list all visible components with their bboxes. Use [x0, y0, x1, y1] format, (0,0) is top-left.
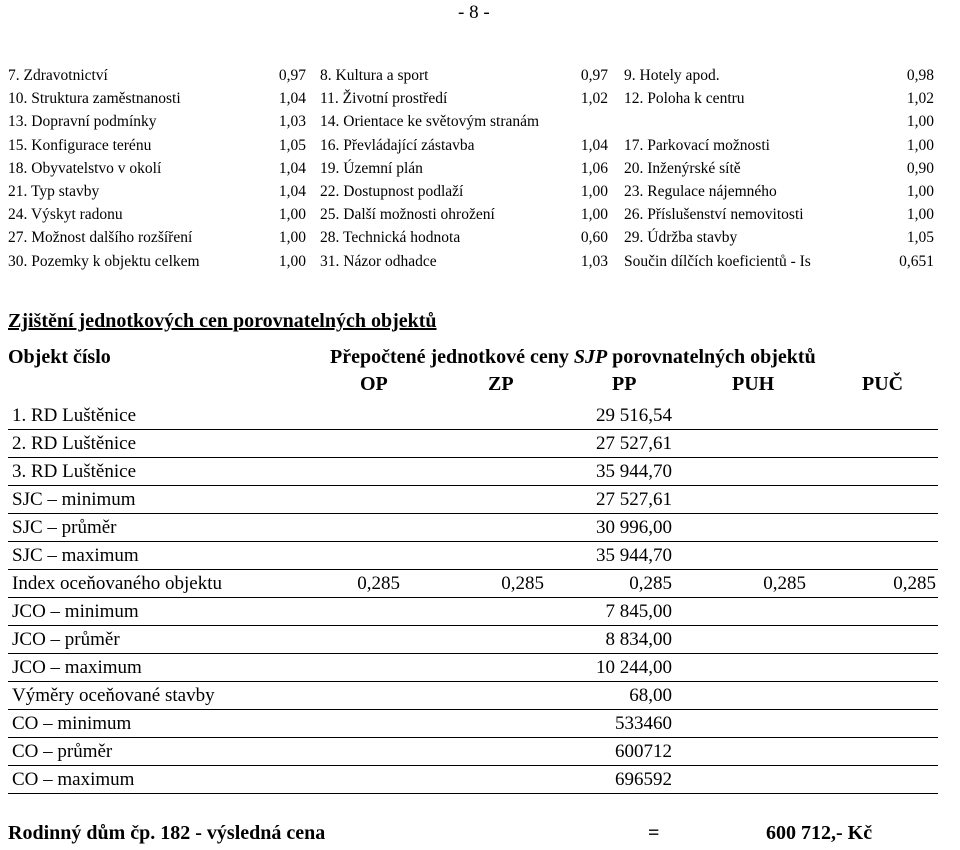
coefficient-label: 28. Technická hodnota [320, 229, 461, 247]
table-row [8, 570, 938, 598]
coefficient-value: 0,98 [906, 67, 934, 84]
coefficient-value: 0,90 [906, 159, 934, 177]
results-table [8, 402, 938, 794]
row-label: 2. RD Luštěnice [12, 433, 137, 454]
coefficient-value: 1,02 [906, 90, 934, 108]
index-value-puc: 0,285 [893, 573, 936, 594]
row-label: JCO – maximum [12, 657, 142, 678]
coefficient-value: 0,97 [580, 67, 608, 84]
pp-value: 68,00 [629, 685, 672, 706]
table-row [8, 542, 938, 570]
coefficient-label: 30. Pozemky k objektu celkem [8, 252, 200, 270]
coefficient-label: 23. Regulace nájemného [624, 183, 777, 200]
final-label: Rodinný dům čp. 182 - výsledná cena [8, 822, 326, 844]
row-label: Index oceňovaného objektu [12, 573, 222, 594]
pp-value: 533460 [615, 713, 672, 734]
table-row [8, 710, 938, 738]
pp-value: 30 996,00 [596, 517, 672, 538]
coefficient-value: 1,04 [278, 90, 306, 108]
coefficient-label: 16. Převládající zástavba [320, 136, 475, 154]
pp-value: 696592 [615, 769, 672, 790]
coefficient-label: 9. Hotely apod. [624, 67, 720, 84]
pp-value: 8 834,00 [605, 629, 672, 650]
coefficient-label: 20. Inženýrské sítě [624, 159, 741, 177]
coefficient-value: 1,06 [580, 159, 608, 177]
coefficient-value: 0,97 [278, 67, 306, 84]
row-label: SJC – maximum [12, 545, 139, 566]
row-label: 1. RD Luštěnice [12, 405, 137, 426]
coefficient-label: 24. Výskyt radonu [8, 206, 123, 224]
pp-value: 7 845,00 [605, 601, 672, 622]
final-equals: = [648, 822, 660, 844]
coefficient-label: 22. Dostupnost podlaží [320, 183, 464, 200]
row-label: 3. RD Luštěnice [12, 461, 137, 482]
coefficient-value: 1,00 [278, 229, 306, 247]
coefficient-label: 8. Kultura a sport [320, 67, 429, 84]
row-label: CO – minimum [12, 713, 132, 734]
column-heading-prices-italic: SJP [573, 346, 608, 368]
table-row [8, 486, 938, 514]
coefficient-label: 25. Další možnosti ohrožení [320, 206, 495, 224]
row-label: JCO – průměr [12, 629, 120, 650]
index-value-puh: 0,285 [763, 573, 806, 594]
coefficient-value: 1,05 [906, 229, 934, 247]
coefficient-value: 1,03 [278, 113, 306, 131]
coefficient-value: 1,00 [906, 206, 934, 224]
coefficient-value: 1,00 [906, 183, 934, 200]
coefficient-value: 1,04 [278, 183, 306, 200]
coefficient-value: 0,60 [580, 229, 608, 247]
subcolumn-pp: PP [612, 373, 637, 395]
index-value-pp: 0,285 [629, 573, 672, 594]
pp-value: 10 244,00 [596, 657, 672, 678]
table-row [8, 458, 938, 486]
coefficient-value: 1,04 [278, 159, 306, 177]
table-row [8, 738, 938, 766]
table-row [8, 626, 938, 654]
page-number: - 8 - [458, 2, 490, 23]
coefficient-label: 17. Parkovací možnosti [624, 136, 770, 154]
final-value: 600 712,- Kč [766, 822, 873, 844]
table-row [8, 598, 938, 626]
pp-value: 35 944,70 [596, 461, 672, 482]
coefficient-value: 1,00 [278, 206, 306, 224]
coefficient-table [0, 64, 960, 274]
coefficient-value: 1,00 [580, 206, 608, 224]
coefficient-label: Součin dílčích koeficientů - Is [624, 252, 811, 270]
subcolumn-zp: ZP [488, 373, 514, 395]
coefficient-label: 12. Poloha k centru [624, 90, 745, 108]
table-row [8, 402, 938, 430]
index-value-zp: 0,285 [501, 573, 544, 594]
coefficient-value: 1,00 [906, 136, 934, 154]
coefficient-value: 1,00 [580, 183, 608, 200]
coefficient-label: 29. Údržba stavby [624, 229, 738, 247]
column-heading-prices-pre: Přepočtené jednotkové ceny [330, 346, 574, 368]
column-heading-prices [330, 346, 816, 369]
coefficient-label: 31. Názor odhadce [320, 252, 437, 270]
section-heading: Zjištění jednotkových cen porovnatelných objektů [8, 310, 437, 332]
coefficient-label: 11. Životní prostředí [320, 90, 448, 108]
row-label: CO – maximum [12, 769, 135, 790]
row-label: JCO – minimum [12, 601, 139, 622]
coefficient-label: 27. Možnost dalšího rozšíření [8, 229, 193, 247]
coefficient-value: 1,02 [580, 90, 608, 108]
pp-value: 29 516,54 [596, 405, 672, 426]
table-row [8, 682, 938, 710]
coefficient-value: 1,04 [580, 136, 608, 154]
row-label: SJC – průměr [12, 517, 117, 538]
coefficient-value: 1,00 [906, 113, 934, 131]
coefficient-label: 14. Orientace ke světovým stranám [320, 113, 540, 131]
column-heading-prices-post: porovnatelných objektů [607, 346, 816, 368]
coefficient-label: 10. Struktura zaměstnanosti [8, 90, 181, 108]
row-label: SJC – minimum [12, 489, 136, 510]
row-label: CO – průměr [12, 741, 113, 762]
table-row [8, 430, 938, 458]
column-heading-object: Objekt číslo [8, 346, 111, 368]
subcolumn-puh: PUH [732, 373, 775, 395]
coefficient-label: 13. Dopravní podmínky [8, 113, 157, 131]
coefficient-value: 1,03 [580, 252, 608, 270]
pp-value: 35 944,70 [596, 545, 672, 566]
coefficient-label: 7. Zdravotnictví [8, 67, 108, 84]
coefficient-value: 1,05 [278, 136, 306, 154]
coefficient-label: 19. Územní plán [320, 159, 423, 177]
coefficient-label: 18. Obyvatelstvo v okolí [8, 159, 162, 177]
row-label: Výměry oceňované stavby [12, 685, 215, 706]
coefficient-value: 0,651 [899, 252, 934, 270]
pp-value: 27 527,61 [596, 433, 672, 454]
table-row [8, 766, 938, 794]
coefficient-label: 21. Typ stavby [8, 183, 100, 200]
coefficient-label: 15. Konfigurace terénu [8, 136, 152, 154]
subcolumn-puc: PUČ [862, 373, 904, 395]
index-value-op: 0,285 [357, 573, 400, 594]
table-row [8, 514, 938, 542]
coefficient-label: 26. Příslušenství nemovitosti [624, 206, 804, 224]
pp-value: 600712 [615, 741, 672, 762]
subcolumn-op: OP [360, 373, 388, 395]
coefficient-value: 1,00 [278, 252, 306, 270]
table-row [8, 654, 938, 682]
coefficient-value [548, 110, 608, 133]
pp-value: 27 527,61 [596, 489, 672, 510]
